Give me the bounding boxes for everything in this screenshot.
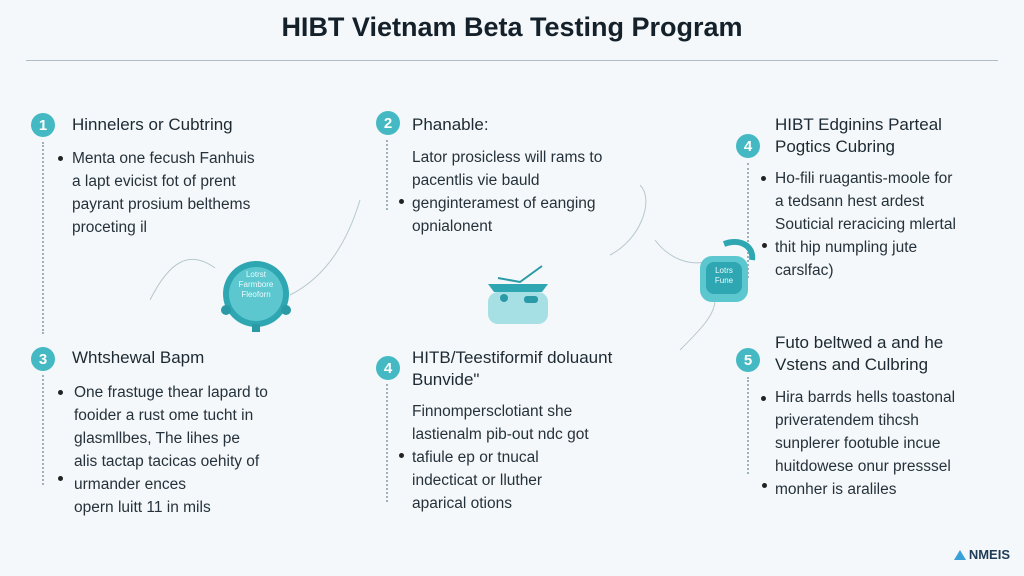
- step-body: Menta one fecush Fanhuis a lapt evicist fot of prent payrant prosium belthems proceting il: [72, 150, 255, 236]
- step-body: Hira barrds hells toastonal priveratendem tihcsh sunplerer footuble incue huitdowese onur presssel monher is araliles: [775, 389, 956, 498]
- brand-mark-icon: [954, 550, 966, 560]
- step-title-line: Vstens and Culbring: [775, 355, 929, 374]
- step-body: Finnompersclotiant she lastienalm pib-out ndc got tafiule ep or tnucal indecticat or lluther aparical otions: [412, 403, 589, 512]
- step-title: Phanable:: [412, 115, 489, 134]
- badge-text: Lotrst: [245, 270, 266, 279]
- device-text: Fune: [714, 276, 734, 285]
- step-title-line: HIBT Edginins Parteal: [775, 115, 942, 134]
- basket-illustration: [480, 262, 556, 333]
- step-number-badge: 3: [31, 347, 55, 371]
- step-title: Hinnelers or Cubtring: [72, 115, 233, 134]
- step-title: Whtshewal Bapm: [72, 348, 205, 367]
- step-number-badge: 5: [736, 348, 760, 372]
- step-title-line: Pogtics Cubring: [775, 137, 896, 156]
- brand-text: NMEIS: [968, 547, 1010, 562]
- step-title-line: HITB/Teestiformif doluaunt: [412, 348, 613, 367]
- badge-text: Farmbore: [238, 280, 274, 289]
- page-title: HIBT Vietnam Beta Testing Program: [281, 12, 743, 42]
- step-body: Lator prosicless will rams to pacentlis vie bauld genginteramest of eanging opnialonent: [412, 149, 603, 235]
- token-badge-illustration: [216, 258, 296, 339]
- step-number-badge: 2: [376, 111, 400, 135]
- step-body: Ho-fili ruagantis-moole for a tedsann hest ardest Souticial reracicing mlertal thit hip numpling jute carslfac): [775, 170, 956, 279]
- step-title-line: Futo beltwed a and he: [775, 333, 944, 352]
- step-number-badge: 4: [736, 134, 760, 158]
- basket-icon: [480, 262, 556, 328]
- badge-text: Fleoforn: [241, 290, 271, 299]
- step-body: One frastuge thear lapard to fooider a rust ome tucht in glasmllbes, The lihes pe alis tactap tacicas oehity of urmander ences opern luitt 11 in mils: [74, 384, 268, 516]
- step-title-line: Bunvide": [412, 370, 480, 389]
- step-number-badge: 1: [31, 113, 55, 137]
- brand-logo: [954, 547, 1010, 562]
- step-number-badge: 4: [376, 356, 400, 380]
- device-text: Lotrs: [715, 266, 733, 275]
- device-illustration: [696, 236, 758, 313]
